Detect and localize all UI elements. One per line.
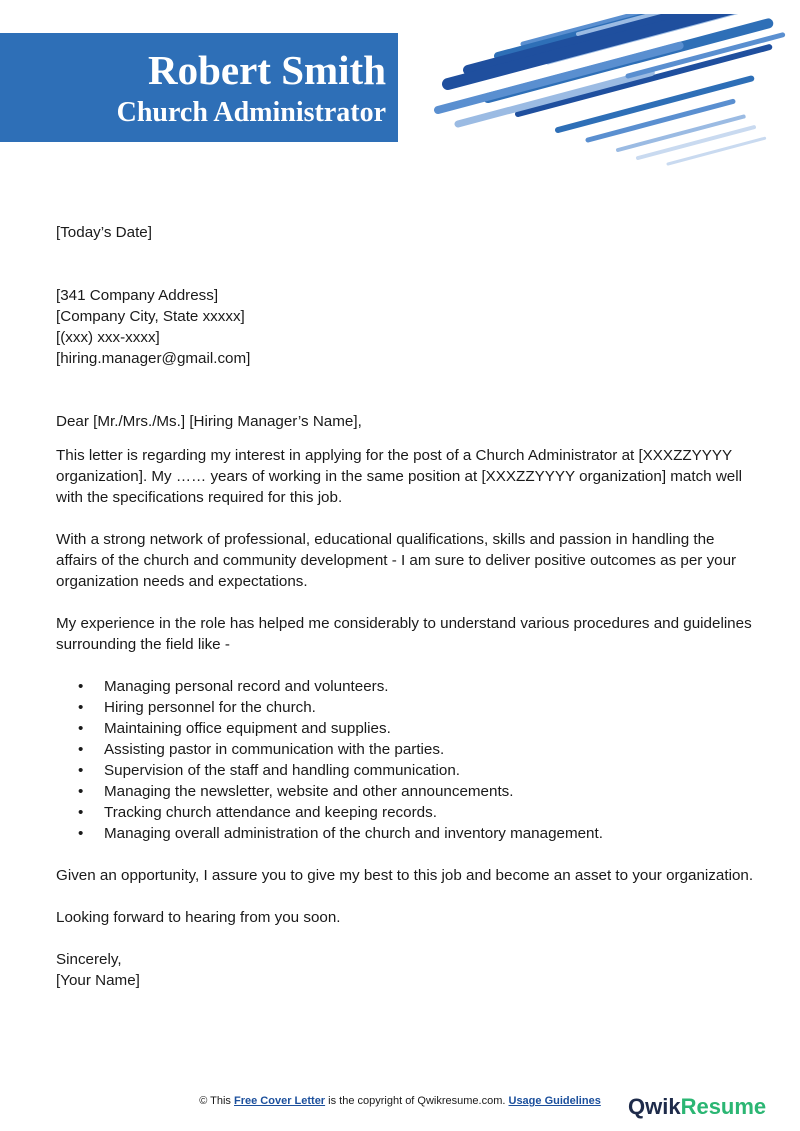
closing-paragraph: Given an opportunity, I assure you to give my best to this job and become an asset to your organization. bbox=[56, 867, 754, 884]
blue-stripes-graphic bbox=[428, 14, 798, 184]
greeting: Dear [Mr./Mrs./Ms.] [Hiring Manager’s Name], bbox=[56, 413, 362, 430]
decorative-stripe bbox=[668, 138, 765, 164]
body-paragraph: My experience in the role has helped me considerably to understand various procedures and guidelines surrounding the field like - bbox=[56, 615, 752, 653]
footer-middle: is the copyright of Qwikresume.com. bbox=[325, 1095, 509, 1107]
footer-prefix: © This bbox=[199, 1095, 234, 1107]
address-line: [Company City, State xxxxx] bbox=[56, 308, 245, 325]
logo-part-qwik: Qwik bbox=[628, 1094, 681, 1119]
candidate-name: Robert Smith bbox=[147, 47, 386, 93]
list-item: • Maintaining office equipment and supplies. bbox=[104, 718, 756, 739]
body-paragraph: With a strong network of professional, educational qualifications, skills and passion in handling the affairs of the church and community development - I am sure to deliver positive outcomes as per your organization needs and expectations. bbox=[56, 531, 737, 590]
list-item: • Managing the newsletter, website and other announcements. bbox=[104, 781, 756, 802]
list-item: • Supervision of the staff and handling communication. bbox=[104, 760, 756, 781]
recipient-address bbox=[56, 285, 756, 369]
address-line: [hiring.manager@gmail.com] bbox=[56, 350, 251, 367]
signature: [Your Name] bbox=[56, 972, 140, 989]
list-item: • Hiring personnel for the church. bbox=[104, 697, 756, 718]
header-band bbox=[0, 33, 398, 142]
stripe-group bbox=[438, 14, 783, 164]
list-item: • Assisting pastor in communication with the parties. bbox=[104, 739, 756, 760]
closing-paragraph: Looking forward to hearing from you soon. bbox=[56, 909, 341, 926]
qwikresume-logo bbox=[628, 1094, 766, 1120]
sign-off: Sincerely, bbox=[56, 951, 122, 968]
duties-list bbox=[56, 676, 756, 844]
logo-part-resume: Resume bbox=[680, 1094, 767, 1119]
list-item: • Managing personal record and volunteers. bbox=[104, 676, 756, 697]
body-paragraph: This letter is regarding my interest in applying for the post of a Church Administrator at [XXXZZYYYY organization]. My …… years of working in the same position at [XXXZZYYYY organization] match well with the specifications required for this job. bbox=[56, 447, 742, 506]
free-cover-letter-link[interactable]: Free Cover Letter bbox=[234, 1095, 326, 1107]
list-item: • Tracking church attendance and keeping records. bbox=[104, 802, 756, 823]
letter-date: [Today’s Date] bbox=[56, 224, 152, 241]
candidate-title: Church Administrator bbox=[116, 97, 386, 128]
list-item: • Managing overall administration of the church and inventory management. bbox=[104, 823, 756, 844]
decorative-stripe bbox=[588, 101, 733, 140]
letter-body bbox=[56, 222, 756, 991]
address-line: [341 Company Address] bbox=[56, 287, 219, 304]
decorative-stripe bbox=[638, 127, 754, 158]
usage-guidelines-link[interactable]: Usage Guidelines bbox=[508, 1095, 601, 1107]
address-line: [(xxx) xxx-xxxx] bbox=[56, 329, 160, 346]
